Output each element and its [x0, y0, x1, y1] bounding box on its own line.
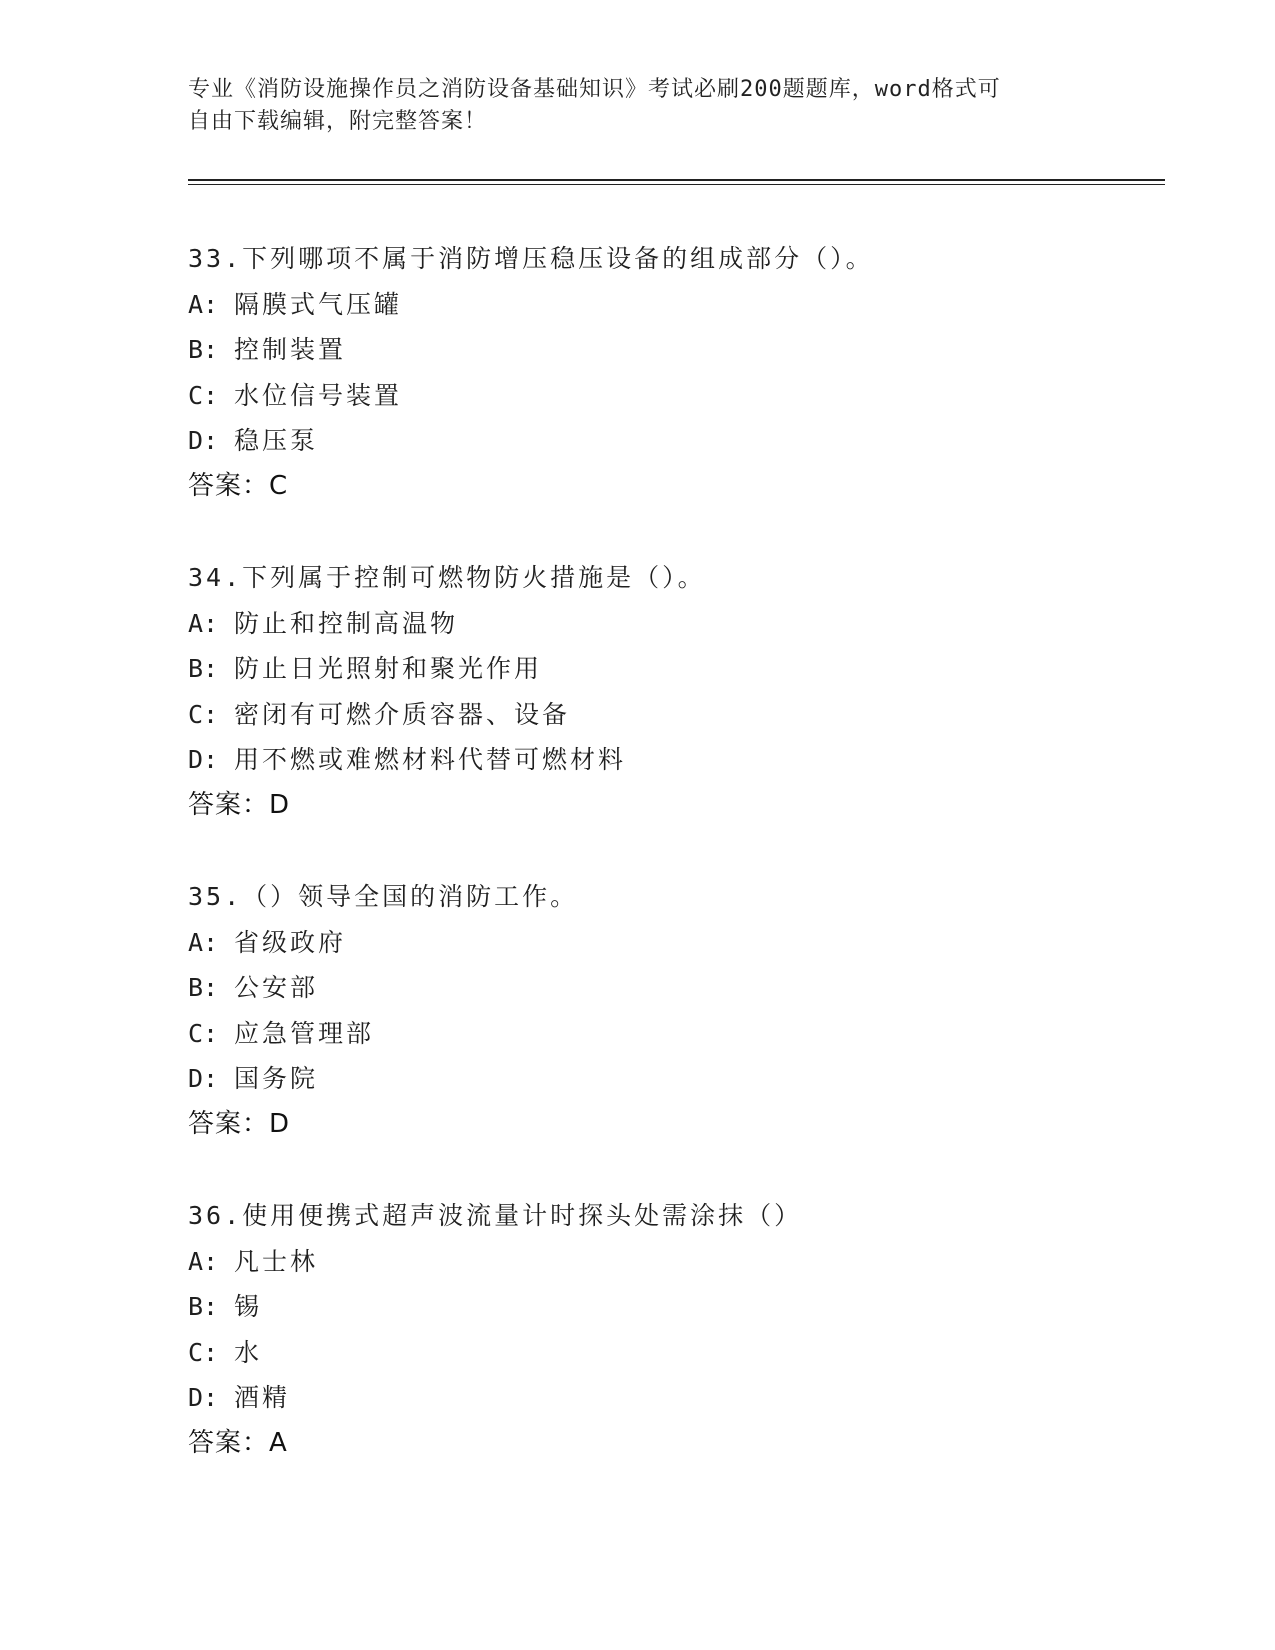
option-key: A: [188, 608, 219, 638]
option-a [188, 1239, 1165, 1285]
option-key: D: [188, 745, 219, 774]
option-key: A: [188, 927, 219, 957]
option-d [188, 1375, 1165, 1421]
option-c [188, 692, 1165, 738]
option-d [188, 737, 1165, 783]
question-34 [188, 555, 1165, 828]
option-text: 控制装置 [234, 335, 347, 364]
option-key: D: [188, 1064, 219, 1093]
option-key: B: [188, 654, 219, 683]
question-list [188, 236, 1165, 1512]
option-text: 国务院 [234, 1064, 319, 1093]
option-a [188, 601, 1165, 647]
question-33 [188, 236, 1165, 509]
question-stem: 35.（）领导全国的消防工作。 [188, 882, 579, 911]
option-text: 省级政府 [234, 927, 347, 957]
option-b [188, 965, 1165, 1011]
answer-label: 答案：C [188, 470, 289, 501]
option-b [188, 646, 1165, 692]
option-key: C: [188, 1337, 219, 1367]
option-text: 稳压泵 [234, 426, 319, 455]
option-c [188, 1330, 1165, 1376]
question-35 [188, 874, 1165, 1147]
option-key: B: [188, 1292, 219, 1321]
option-d [188, 1056, 1165, 1102]
option-text: 水位信号装置 [234, 380, 403, 410]
option-text: 隔膜式气压罐 [234, 289, 403, 319]
answer-label: 答案：D [188, 1108, 291, 1139]
option-text: 酒精 [234, 1383, 291, 1412]
option-text: 水 [234, 1337, 263, 1367]
option-text: 密闭有可燃介质容器、设备 [234, 699, 571, 729]
document-header [188, 74, 1088, 138]
answer-label: 答案：A [188, 1427, 288, 1458]
option-text: 锡 [234, 1292, 263, 1321]
option-c [188, 373, 1165, 419]
option-text: 公安部 [234, 973, 319, 1002]
option-b [188, 327, 1165, 373]
question-stem: 33.下列哪项不属于消防增压稳压设备的组成部分（）。 [188, 244, 874, 273]
option-a [188, 282, 1165, 328]
header-title-line-1: 专业《消防设施操作员之消防设备基础知识》考试必刷200题题库，word格式可 [188, 77, 1001, 102]
header-divider [188, 179, 1165, 185]
option-key: A: [188, 289, 219, 319]
option-a [188, 920, 1165, 966]
question-stem: 36.使用便携式超声波流量计时探头处需涂抹（） [188, 1201, 803, 1230]
option-b [188, 1284, 1165, 1330]
option-key: A: [188, 1246, 219, 1276]
option-key: C: [188, 380, 219, 410]
option-key: D: [188, 426, 219, 455]
option-key: C: [188, 1018, 219, 1048]
option-text: 用不燃或难燃材料代替可燃材料 [234, 745, 627, 774]
option-text: 防止和控制高温物 [234, 608, 459, 638]
header-title-line-2: 自由下载编辑，附完整答案！ [188, 109, 488, 134]
question-stem: 34.下列属于控制可燃物防火措施是（）。 [188, 563, 706, 592]
option-key: C: [188, 699, 219, 729]
option-key: B: [188, 973, 219, 1002]
option-text: 应急管理部 [234, 1018, 375, 1048]
option-key: B: [188, 335, 219, 364]
option-c [188, 1011, 1165, 1057]
option-d [188, 418, 1165, 464]
option-key: D: [188, 1383, 219, 1412]
option-text: 凡士林 [234, 1246, 319, 1276]
answer-label: 答案：D [188, 789, 291, 820]
option-text: 防止日光照射和聚光作用 [234, 654, 543, 683]
question-36 [188, 1193, 1165, 1466]
